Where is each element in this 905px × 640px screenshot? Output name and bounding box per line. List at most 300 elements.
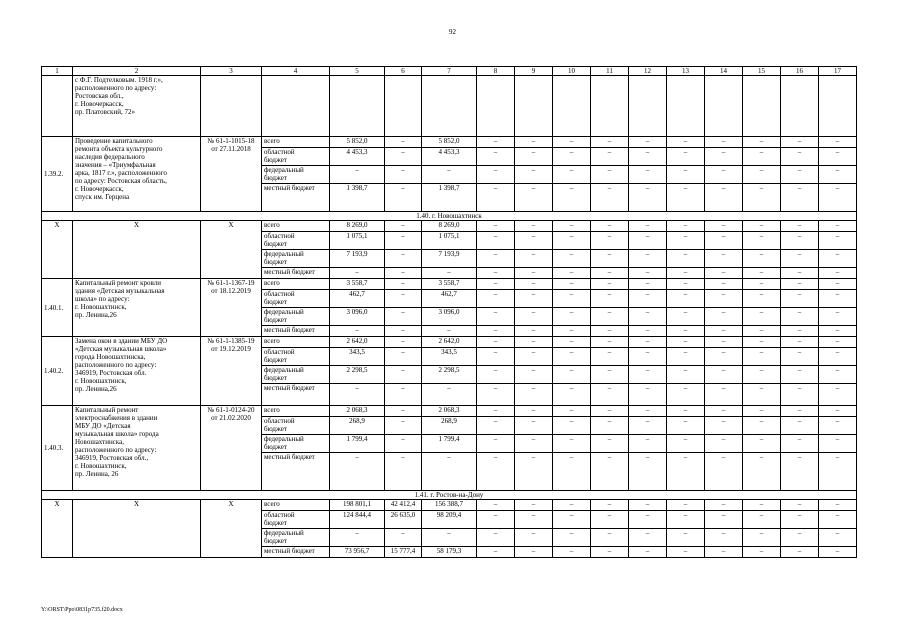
value-cell-col10: – (553, 184, 591, 212)
value-cell-col6: – (385, 184, 422, 212)
value-cell-col10: – (553, 250, 591, 268)
empty-cell (477, 76, 515, 137)
item-number-cell: Х (42, 500, 73, 558)
value-cell-col5: 4 453,3 (330, 148, 385, 166)
item-number-cell: Х (42, 221, 73, 279)
value-cell-col7: – (422, 268, 477, 279)
value-cell-col7: 5 852,0 (422, 137, 477, 148)
value-cell-col17: – (819, 137, 857, 148)
value-cell-col10: – (553, 435, 591, 453)
column-number-header: 16 (781, 67, 819, 76)
value-cell-col16: – (781, 268, 819, 279)
value-cell-col16: – (781, 337, 819, 348)
value-cell-col12: – (629, 268, 667, 279)
value-cell-col7: – (422, 166, 477, 184)
value-cell-col13: – (667, 326, 705, 337)
value-cell-col11: – (591, 221, 629, 232)
value-cell-col8: – (477, 166, 515, 184)
value-cell-col6: – (385, 232, 422, 250)
funding-source-cell: областной бюджет (262, 417, 330, 435)
value-cell-col17: – (819, 337, 857, 348)
value-cell-col6: – (385, 417, 422, 435)
column-number-header: 6 (385, 67, 422, 76)
value-cell-col6: – (385, 453, 422, 491)
document-number-cell: № 61-1-1015-18 от 27.11.2018 (201, 137, 262, 212)
value-cell-col8: – (477, 337, 515, 348)
value-cell-col16: – (781, 137, 819, 148)
value-cell-col13: – (667, 500, 705, 511)
value-cell-col16: – (781, 529, 819, 547)
value-cell-col13: – (667, 148, 705, 166)
value-cell-col17: – (819, 148, 857, 166)
value-cell-col6: – (385, 348, 422, 366)
empty-cell (667, 76, 705, 137)
value-cell-col7: 58 179,3 (422, 547, 477, 558)
value-cell-col12: – (629, 453, 667, 491)
value-cell-col15: – (743, 290, 781, 308)
value-cell-col8: – (477, 529, 515, 547)
value-cell-col5: 1 398,7 (330, 184, 385, 212)
funding-source-cell: местный бюджет (262, 547, 330, 558)
value-cell-col12: – (629, 148, 667, 166)
value-cell-col12: – (629, 326, 667, 337)
value-cell-col10: – (553, 279, 591, 290)
funding-source-cell: областной бюджет (262, 348, 330, 366)
value-cell-col14: – (705, 366, 743, 384)
funding-source-cell: всего (262, 337, 330, 348)
value-cell-col12: – (629, 547, 667, 558)
value-cell-col10: – (553, 337, 591, 348)
file-path-footer: Y:\ORST\Ppo\0831p735.f20.docx (41, 607, 123, 613)
value-cell-col15: – (743, 137, 781, 148)
value-cell-col11: – (591, 290, 629, 308)
value-cell-col11: – (591, 366, 629, 384)
value-cell-col17: – (819, 529, 857, 547)
value-cell-col7: – (422, 384, 477, 406)
value-cell-col13: – (667, 308, 705, 326)
empty-cell (819, 76, 857, 137)
number-cell (42, 76, 73, 137)
empty-cell (705, 76, 743, 137)
section-title: 1.40. г. Новошахтинск (42, 212, 857, 221)
value-cell-col13: – (667, 348, 705, 366)
value-cell-col5: – (330, 529, 385, 547)
value-cell-col16: – (781, 500, 819, 511)
value-cell-col15: – (743, 250, 781, 268)
value-cell-col13: – (667, 511, 705, 529)
object-name-cell: Капитальный ремонт кровли здания «Детская музыкальная школа» по адресу: г. Новошахтинск, пр. Ленина,26 (73, 279, 201, 337)
column-number-header: 17 (819, 67, 857, 76)
value-cell-col7: 2 298,5 (422, 366, 477, 384)
value-cell-col8: – (477, 417, 515, 435)
value-cell-col10: – (553, 290, 591, 308)
value-cell-col9: – (515, 137, 553, 148)
value-cell-col13: – (667, 417, 705, 435)
value-cell-col14: – (705, 308, 743, 326)
value-cell-col17: – (819, 308, 857, 326)
funding-source-cell: всего (262, 137, 330, 148)
item-number-cell: 1.39.2. (42, 137, 73, 212)
value-cell-col6: – (385, 435, 422, 453)
empty-cell (591, 76, 629, 137)
value-cell-col6: – (385, 406, 422, 417)
value-cell-col12: – (629, 511, 667, 529)
column-number-header: 2 (73, 67, 201, 76)
column-number-header: 1 (42, 67, 73, 76)
value-cell-col16: – (781, 232, 819, 250)
value-cell-col6: – (385, 279, 422, 290)
document-number-cell: Х (201, 500, 262, 558)
value-cell-col15: – (743, 326, 781, 337)
value-cell-col10: – (553, 453, 591, 491)
value-cell-col5: 268,9 (330, 417, 385, 435)
table-row (42, 500, 857, 511)
value-cell-col10: – (553, 366, 591, 384)
value-cell-col14: – (705, 547, 743, 558)
value-cell-col5: – (330, 384, 385, 406)
value-cell-col16: – (781, 279, 819, 290)
value-cell-col6: – (385, 308, 422, 326)
value-cell-col5: 1 799,4 (330, 435, 385, 453)
column-number-header: 14 (705, 67, 743, 76)
value-cell-col15: – (743, 348, 781, 366)
value-cell-col14: – (705, 166, 743, 184)
funding-source-cell: местный бюджет (262, 268, 330, 279)
value-cell-col14: – (705, 384, 743, 406)
empty-cell (629, 76, 667, 137)
value-cell-col10: – (553, 308, 591, 326)
value-cell-col14: – (705, 221, 743, 232)
value-cell-col14: – (705, 435, 743, 453)
value-cell-col8: – (477, 232, 515, 250)
value-cell-col7: 343,5 (422, 348, 477, 366)
empty-cell (553, 76, 591, 137)
funding-source-cell: местный бюджет (262, 326, 330, 337)
column-number-header: 13 (667, 67, 705, 76)
value-cell-col10: – (553, 232, 591, 250)
empty-cell (330, 76, 385, 137)
empty-cell (422, 76, 477, 137)
value-cell-col16: – (781, 453, 819, 491)
column-number-header: 10 (553, 67, 591, 76)
value-cell-col6: – (385, 290, 422, 308)
table-row (42, 406, 857, 417)
column-number-header: 12 (629, 67, 667, 76)
value-cell-col8: – (477, 366, 515, 384)
value-cell-col9: – (515, 326, 553, 337)
empty-cell (385, 76, 422, 137)
value-cell-col5: 198 801,1 (330, 500, 385, 511)
value-cell-col11: – (591, 166, 629, 184)
funding-source-cell: федеральный бюджет (262, 529, 330, 547)
value-cell-col12: – (629, 221, 667, 232)
value-cell-col12: – (629, 290, 667, 308)
value-cell-col17: – (819, 547, 857, 558)
value-cell-col15: – (743, 417, 781, 435)
value-cell-col10: – (553, 221, 591, 232)
value-cell-col6: 15 777,4 (385, 547, 422, 558)
value-cell-col8: – (477, 511, 515, 529)
value-cell-col15: – (743, 232, 781, 250)
funding-source-cell: областной бюджет (262, 148, 330, 166)
value-cell-col12: – (629, 184, 667, 212)
value-cell-col7: 3 096,0 (422, 308, 477, 326)
value-cell-col9: – (515, 453, 553, 491)
value-cell-col9: – (515, 366, 553, 384)
value-cell-col15: – (743, 366, 781, 384)
value-cell-col8: – (477, 148, 515, 166)
value-cell-col13: – (667, 435, 705, 453)
funding-source-cell: федеральный бюджет (262, 435, 330, 453)
document-number-cell: Х (201, 221, 262, 279)
value-cell-col17: – (819, 366, 857, 384)
value-cell-col15: – (743, 547, 781, 558)
column-number-header: 15 (743, 67, 781, 76)
value-cell-col6: 42 412,4 (385, 500, 422, 511)
value-cell-col16: – (781, 184, 819, 212)
value-cell-col15: – (743, 308, 781, 326)
funding-source-cell: всего (262, 279, 330, 290)
value-cell-col8: – (477, 290, 515, 308)
value-cell-col7: 156 388,7 (422, 500, 477, 511)
value-cell-col15: – (743, 500, 781, 511)
value-cell-col9: – (515, 166, 553, 184)
value-cell-col7: 7 193,9 (422, 250, 477, 268)
document-number-cell: № 61-1-1385-19 от 19.12.2019 (201, 337, 262, 406)
value-cell-col6: – (385, 268, 422, 279)
value-cell-col9: – (515, 348, 553, 366)
value-cell-col6: – (385, 384, 422, 406)
value-cell-col11: – (591, 279, 629, 290)
value-cell-col7: 1 075,1 (422, 232, 477, 250)
value-cell-col14: – (705, 137, 743, 148)
value-cell-col16: – (781, 384, 819, 406)
value-cell-col5: 343,5 (330, 348, 385, 366)
value-cell-col6: – (385, 337, 422, 348)
value-cell-col6: – (385, 137, 422, 148)
value-cell-col17: – (819, 250, 857, 268)
value-cell-col14: – (705, 279, 743, 290)
value-cell-col12: – (629, 417, 667, 435)
value-cell-col17: – (819, 511, 857, 529)
value-cell-col13: – (667, 529, 705, 547)
value-cell-col8: – (477, 406, 515, 417)
value-cell-col11: – (591, 326, 629, 337)
empty-cell (262, 76, 330, 137)
value-cell-col10: – (553, 166, 591, 184)
value-cell-col17: – (819, 453, 857, 491)
value-cell-col15: – (743, 511, 781, 529)
section-header-row (42, 212, 857, 221)
empty-cell (515, 76, 553, 137)
value-cell-col13: – (667, 250, 705, 268)
value-cell-col16: – (781, 417, 819, 435)
value-cell-col9: – (515, 308, 553, 326)
value-cell-col12: – (629, 348, 667, 366)
value-cell-col10: – (553, 529, 591, 547)
value-cell-col9: – (515, 221, 553, 232)
value-cell-col17: – (819, 384, 857, 406)
value-cell-col11: – (591, 453, 629, 491)
value-cell-col5: – (330, 166, 385, 184)
value-cell-col9: – (515, 511, 553, 529)
value-cell-col11: – (591, 184, 629, 212)
value-cell-col9: – (515, 406, 553, 417)
value-cell-col5: – (330, 326, 385, 337)
value-cell-col12: – (629, 406, 667, 417)
value-cell-col13: – (667, 268, 705, 279)
value-cell-col5: 2 068,3 (330, 406, 385, 417)
funding-source-cell: областной бюджет (262, 232, 330, 250)
value-cell-col11: – (591, 250, 629, 268)
value-cell-col14: – (705, 417, 743, 435)
value-cell-col5: 2 298,5 (330, 366, 385, 384)
empty-cell (743, 76, 781, 137)
column-number-header: 7 (422, 67, 477, 76)
value-cell-col14: – (705, 406, 743, 417)
value-cell-col16: – (781, 308, 819, 326)
value-cell-col14: – (705, 348, 743, 366)
value-cell-col16: – (781, 406, 819, 417)
funding-source-cell: областной бюджет (262, 290, 330, 308)
value-cell-col7: 1 398,7 (422, 184, 477, 212)
value-cell-col8: – (477, 547, 515, 558)
column-number-header: 3 (201, 67, 262, 76)
value-cell-col15: – (743, 184, 781, 212)
value-cell-col12: – (629, 137, 667, 148)
value-cell-col6: – (385, 529, 422, 547)
value-cell-col6: – (385, 148, 422, 166)
column-number-header: 9 (515, 67, 553, 76)
value-cell-col10: – (553, 500, 591, 511)
value-cell-col9: – (515, 337, 553, 348)
value-cell-col17: – (819, 435, 857, 453)
value-cell-col17: – (819, 326, 857, 337)
value-cell-col11: – (591, 308, 629, 326)
value-cell-col9: – (515, 250, 553, 268)
empty-cell (781, 76, 819, 137)
value-cell-col5: 7 193,9 (330, 250, 385, 268)
value-cell-col17: – (819, 221, 857, 232)
value-cell-col14: – (705, 290, 743, 308)
value-cell-col13: – (667, 547, 705, 558)
value-cell-col11: – (591, 529, 629, 547)
value-cell-col10: – (553, 511, 591, 529)
value-cell-col11: – (591, 348, 629, 366)
value-cell-col5: 8 269,0 (330, 221, 385, 232)
value-cell-col7: 1 799,4 (422, 435, 477, 453)
funding-source-cell: местный бюджет (262, 384, 330, 406)
value-cell-col11: – (591, 511, 629, 529)
value-cell-col16: – (781, 511, 819, 529)
value-cell-col10: – (553, 384, 591, 406)
value-cell-col6: – (385, 326, 422, 337)
value-cell-col8: – (477, 453, 515, 491)
continuation-row (42, 76, 857, 137)
value-cell-col7: 462,7 (422, 290, 477, 308)
value-cell-col12: – (629, 366, 667, 384)
value-cell-col16: – (781, 366, 819, 384)
funding-source-cell: местный бюджет (262, 184, 330, 212)
column-number-header: 4 (262, 67, 330, 76)
value-cell-col8: – (477, 137, 515, 148)
value-cell-col11: – (591, 406, 629, 417)
value-cell-col16: – (781, 148, 819, 166)
value-cell-col12: – (629, 166, 667, 184)
value-cell-col9: – (515, 500, 553, 511)
funding-source-cell: всего (262, 406, 330, 417)
value-cell-col11: – (591, 268, 629, 279)
value-cell-col6: – (385, 250, 422, 268)
value-cell-col6: – (385, 166, 422, 184)
value-cell-col7: 8 269,0 (422, 221, 477, 232)
value-cell-col16: – (781, 326, 819, 337)
object-name-cell: Проведение капитального ремонта объекта культурного наследия федерального значения – «Триумфальная арка, 1817 г.», расположенного по адресу: Ростовская область, г. Новочеркасск, спуск им. Герцена (73, 137, 201, 212)
value-cell-col5: 73 956,7 (330, 547, 385, 558)
value-cell-col6: 26 635,0 (385, 511, 422, 529)
value-cell-col7: – (422, 453, 477, 491)
value-cell-col15: – (743, 435, 781, 453)
value-cell-col9: – (515, 384, 553, 406)
value-cell-col13: – (667, 406, 705, 417)
item-number-cell: 1.40.3. (42, 406, 73, 491)
value-cell-col12: – (629, 232, 667, 250)
value-cell-col11: – (591, 148, 629, 166)
page-number: 92 (449, 28, 456, 36)
column-number-header: 11 (591, 67, 629, 76)
value-cell-col5: 3 558,7 (330, 279, 385, 290)
value-cell-col15: – (743, 221, 781, 232)
value-cell-col11: – (591, 137, 629, 148)
value-cell-col5: 2 642,0 (330, 337, 385, 348)
value-cell-col13: – (667, 337, 705, 348)
value-cell-col8: – (477, 268, 515, 279)
value-cell-col8: – (477, 500, 515, 511)
value-cell-col8: – (477, 348, 515, 366)
funding-source-cell: федеральный бюджет (262, 166, 330, 184)
value-cell-col7: 2 642,0 (422, 337, 477, 348)
value-cell-col5: 462,7 (330, 290, 385, 308)
value-cell-col14: – (705, 250, 743, 268)
value-cell-col8: – (477, 221, 515, 232)
value-cell-col11: – (591, 232, 629, 250)
object-name-cell: с Ф.Г. Подтелковым. 1918 г.», расположенного по адресу: Ростовская обл., г. Новочеркасск, пр. Платовский, 72» (73, 76, 201, 137)
value-cell-col10: – (553, 417, 591, 435)
value-cell-col10: – (553, 547, 591, 558)
value-cell-col14: – (705, 326, 743, 337)
table-row (42, 279, 857, 290)
object-name-cell: Капитальный ремонт электроснабжения в здании МБУ ДО «Детская музыкальная школа» города Новошахтинска, расположенного по адресу: 346919, Ростовская обл., г. Новошахтинск, пр. Ленина, 26 (73, 406, 201, 491)
value-cell-col14: – (705, 337, 743, 348)
value-cell-col17: – (819, 279, 857, 290)
value-cell-col7: – (422, 326, 477, 337)
value-cell-col8: – (477, 250, 515, 268)
value-cell-col11: – (591, 435, 629, 453)
value-cell-col5: 5 852,0 (330, 137, 385, 148)
value-cell-col5: – (330, 453, 385, 491)
value-cell-col17: – (819, 184, 857, 212)
value-cell-col16: – (781, 290, 819, 308)
column-number-row (42, 67, 857, 76)
value-cell-col17: – (819, 500, 857, 511)
value-cell-col14: – (705, 232, 743, 250)
value-cell-col13: – (667, 290, 705, 308)
funding-source-cell: всего (262, 221, 330, 232)
document-number-cell: № 61-1-1367-19 от 18.12.2019 (201, 279, 262, 337)
value-cell-col9: – (515, 232, 553, 250)
value-cell-col10: – (553, 148, 591, 166)
value-cell-col12: – (629, 435, 667, 453)
